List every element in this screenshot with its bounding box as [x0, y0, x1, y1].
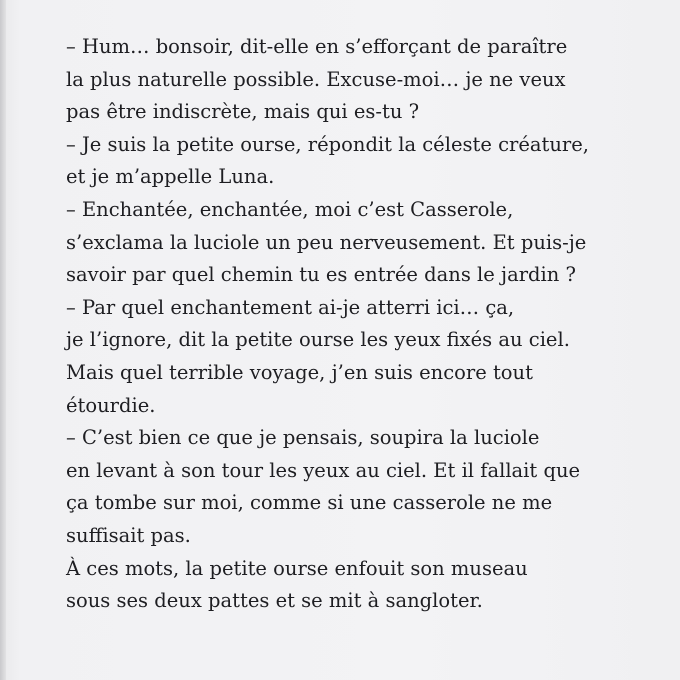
text-line: – C’est bien ce que je pensais, soupira la luciole — [66, 426, 540, 450]
text-line: – Par quel enchantement ai-je atterri ici… ça, — [66, 295, 515, 319]
text-line: en levant à son tour les yeux au ciel. Et il fallait que — [66, 458, 581, 482]
text-line: étourdie. — [66, 393, 156, 417]
text-line: suffisait pas. — [66, 523, 191, 547]
text-line: sous ses deux pattes et se mit à sangloter. — [66, 589, 483, 613]
text-line: s’exclama la luciole un peu nerveusement. Et puis-je — [66, 230, 587, 254]
text-line: ça tombe sur moi, comme si une casserole ne me — [66, 491, 553, 515]
text-line: la plus naturelle possible. Excuse-moi… je ne veux — [66, 67, 566, 91]
text-line: et je m’appelle Luna. — [66, 165, 275, 189]
text-line: pas être indiscrète, mais qui es-tu ? — [66, 100, 420, 124]
text-line: Mais quel terrible voyage, j’en suis encore tout — [66, 360, 533, 384]
text-line: savoir par quel chemin tu es entrée dans le jardin ? — [66, 263, 576, 287]
text-line: – Enchantée, enchantée, moi c’est Casserole, — [66, 197, 514, 221]
text-line: – Je suis la petite ourse, répondit la céleste créature, — [66, 132, 589, 156]
page-edge-shadow — [0, 0, 6, 680]
text-line: je l’ignore, dit la petite ourse les yeux fixés au ciel. — [66, 328, 570, 352]
text-line: – Hum… bonsoir, dit-elle en s’efforçant de paraître — [66, 35, 568, 58]
page-text — [66, 31, 626, 618]
text-line: À ces mots, la petite ourse enfouit son museau — [66, 556, 528, 580]
